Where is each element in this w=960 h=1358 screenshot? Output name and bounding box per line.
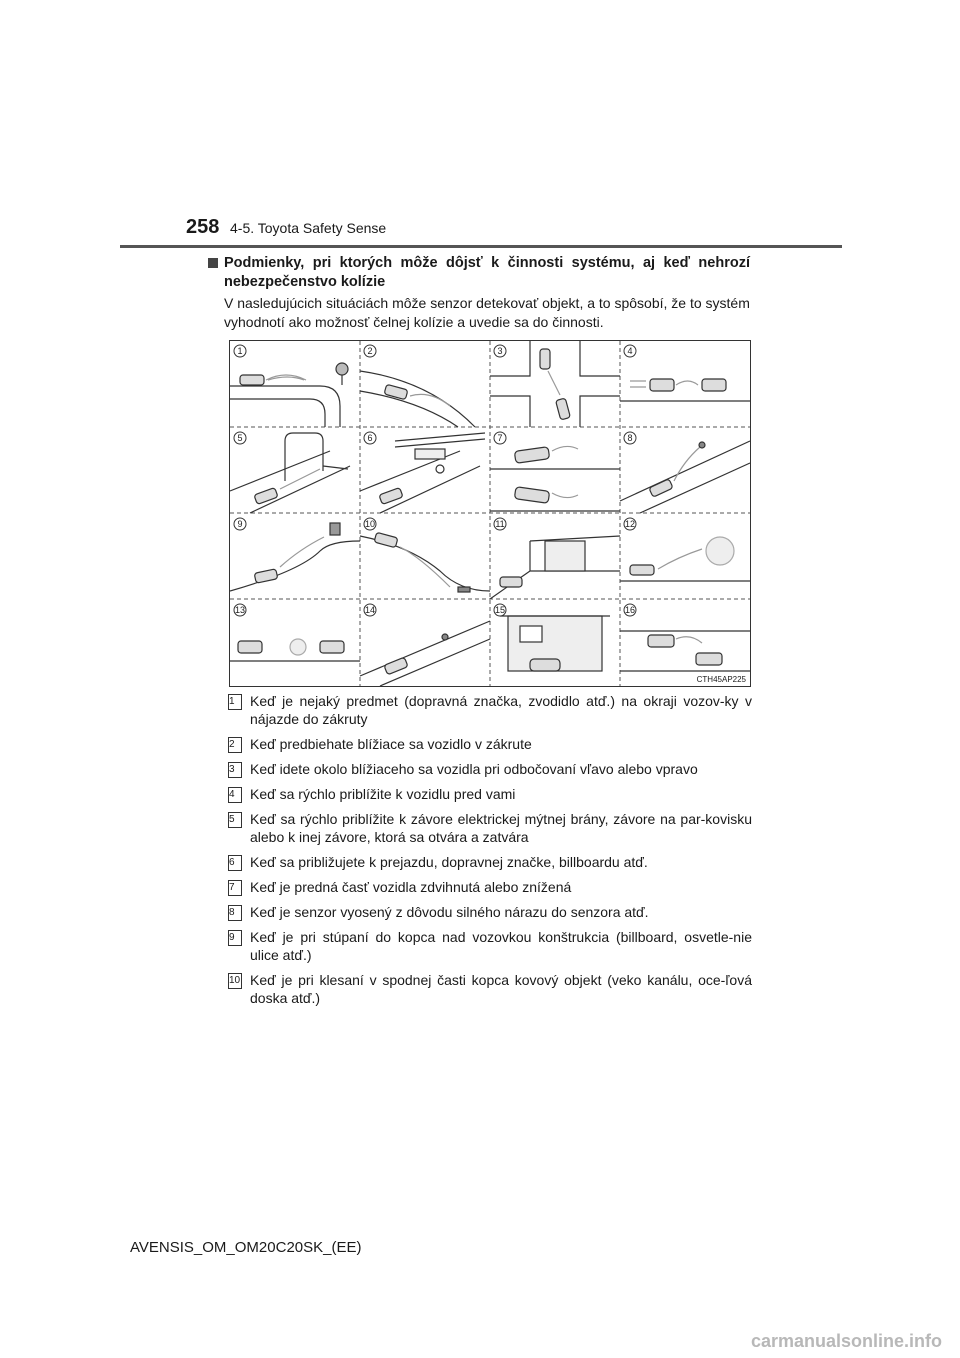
item-text: Keď je senzor vyosený z dôvodu silného nárazu do senzora atď. xyxy=(250,904,649,920)
subsection-heading-text: Podmienky, pri ktorých môže dôjsť k činnosti systému, aj keď nehrozí nebezpečenstvo kolízie xyxy=(224,255,750,290)
panel-7-scene xyxy=(490,446,620,511)
square-bullet-icon xyxy=(208,258,218,268)
page-header xyxy=(186,216,842,248)
panel-number-badge xyxy=(494,518,506,530)
panel-14-scene xyxy=(360,621,490,686)
panel-number-badge xyxy=(234,518,246,530)
panel-10-scene xyxy=(360,532,490,592)
list-item xyxy=(222,785,752,803)
item-text: Keď sa približujete k prejazdu, dopravnej značke, billboardu atď. xyxy=(250,854,648,870)
panel-number-badge xyxy=(364,518,376,530)
subsection-heading xyxy=(210,254,750,292)
item-text: Keď sa rýchlo priblížite k závore elektrickej mýtnej brány, závore na par-kovisku alebo k inej závore, ktorá sa otvára a zatvára xyxy=(250,811,752,845)
item-number-badge: 9 xyxy=(228,930,242,946)
watermark: carmanualsonline.info xyxy=(750,1331,942,1351)
panel-6-scene xyxy=(360,433,485,513)
page-number: 258 xyxy=(186,216,220,238)
panel-8-scene xyxy=(620,441,750,513)
svg-text:8: 8 xyxy=(627,433,633,443)
list-item xyxy=(222,878,752,896)
list-item xyxy=(222,971,752,1007)
svg-text:6: 6 xyxy=(367,433,373,443)
svg-text:16: 16 xyxy=(624,605,636,615)
item-number-badge: 4 xyxy=(228,787,242,803)
item-text: Keď je pri stúpaní do kopca nad vozovkou konštrukcia (billboard, osvetle-nie ulice atď.) xyxy=(250,929,752,963)
list-item xyxy=(222,735,752,753)
item-number-badge: 10 xyxy=(228,973,242,989)
list-item xyxy=(222,853,752,871)
panel-13-scene xyxy=(230,639,360,661)
item-text: Keď predbiehate blížiace sa vozidlo v zákrute xyxy=(250,736,532,752)
list-item xyxy=(222,928,752,964)
panel-number-badge xyxy=(624,432,636,444)
item-number-badge: 1 xyxy=(228,694,242,710)
illustration-figure xyxy=(229,340,751,687)
panel-number-badge xyxy=(364,345,376,357)
item-number-badge: 8 xyxy=(228,905,242,921)
item-number-badge: 5 xyxy=(228,812,242,828)
panel-15-scene xyxy=(500,616,610,671)
svg-text:4: 4 xyxy=(627,346,633,356)
panel-11-scene xyxy=(490,536,620,599)
panel-number-badge xyxy=(494,604,506,616)
panel-number-badge xyxy=(624,604,636,616)
panel-1-scene xyxy=(230,363,348,427)
panel-number-badge xyxy=(234,432,246,444)
item-text: Keď sa rýchlo priblížite k vozidlu pred vami xyxy=(250,786,516,802)
item-text: Keď je pri klesaní v spodnej časti kopca kovový objekt (veko kanálu, oce-ľová doska atď.) xyxy=(250,972,752,1006)
item-number-badge: 7 xyxy=(228,880,242,896)
panel-number-badge xyxy=(364,604,376,616)
item-number-badge: 2 xyxy=(228,737,242,753)
document-footer-code: AVENSIS_OM_OM20C20SK_(EE) xyxy=(130,1239,362,1256)
panel-number-badge xyxy=(624,345,636,357)
panel-9-scene xyxy=(230,523,360,591)
list-item xyxy=(222,903,752,921)
panel-16-scene xyxy=(620,631,750,671)
panel-12-scene xyxy=(620,537,750,581)
svg-text:14: 14 xyxy=(364,605,376,615)
section-title: 4-5. Toyota Safety Sense xyxy=(230,220,387,236)
item-text: Keď idete okolo blížiaceho sa vozidla pri odbočovaní vľavo alebo vpravo xyxy=(250,761,698,777)
header-divider xyxy=(120,245,842,248)
list-item xyxy=(222,692,752,728)
svg-text:10: 10 xyxy=(364,519,376,529)
panel-number-badge xyxy=(494,345,506,357)
panel-number-badge xyxy=(364,432,376,444)
svg-text:12: 12 xyxy=(624,519,636,529)
list-item xyxy=(222,760,752,778)
svg-text:5: 5 xyxy=(237,433,243,443)
svg-text:2: 2 xyxy=(367,346,373,356)
panel-number-badge xyxy=(234,604,246,616)
item-text: Keď je predná časť vozidla zdvihnutá alebo znížená xyxy=(250,879,572,895)
svg-text:11: 11 xyxy=(495,519,505,529)
svg-text:13: 13 xyxy=(234,605,246,615)
panel-number-badge xyxy=(624,518,636,530)
panel-number-badge xyxy=(234,345,246,357)
svg-text:9: 9 xyxy=(237,519,243,529)
item-number-badge: 6 xyxy=(228,855,242,871)
svg-text:3: 3 xyxy=(497,346,503,356)
panel-3-scene xyxy=(490,341,620,427)
panel-number-badge xyxy=(494,432,506,444)
item-number-badge: 3 xyxy=(228,762,242,778)
item-text: Keď je nejaký predmet (dopravná značka, zvodidlo atď.) na okraji vozov-ky v nájazde do zákruty xyxy=(250,693,752,727)
svg-text:15: 15 xyxy=(494,605,506,615)
intro-paragraph: V nasledujúcich situáciách môže senzor detekovať objekt, a to spôsobí, že to systém vyhodnotí ako možnosť čelnej kolízie a uvedie sa do činnosti. xyxy=(224,295,750,330)
panel-5-scene xyxy=(230,433,350,513)
panel-4-scene xyxy=(620,379,750,401)
panel-2-scene xyxy=(360,371,475,427)
figure-code: CTH45AP225 xyxy=(696,675,746,684)
illustration-grid xyxy=(230,341,750,686)
condition-list xyxy=(222,692,752,1014)
list-item xyxy=(222,810,752,846)
svg-text:7: 7 xyxy=(497,433,503,443)
svg-text:1: 1 xyxy=(237,346,243,356)
